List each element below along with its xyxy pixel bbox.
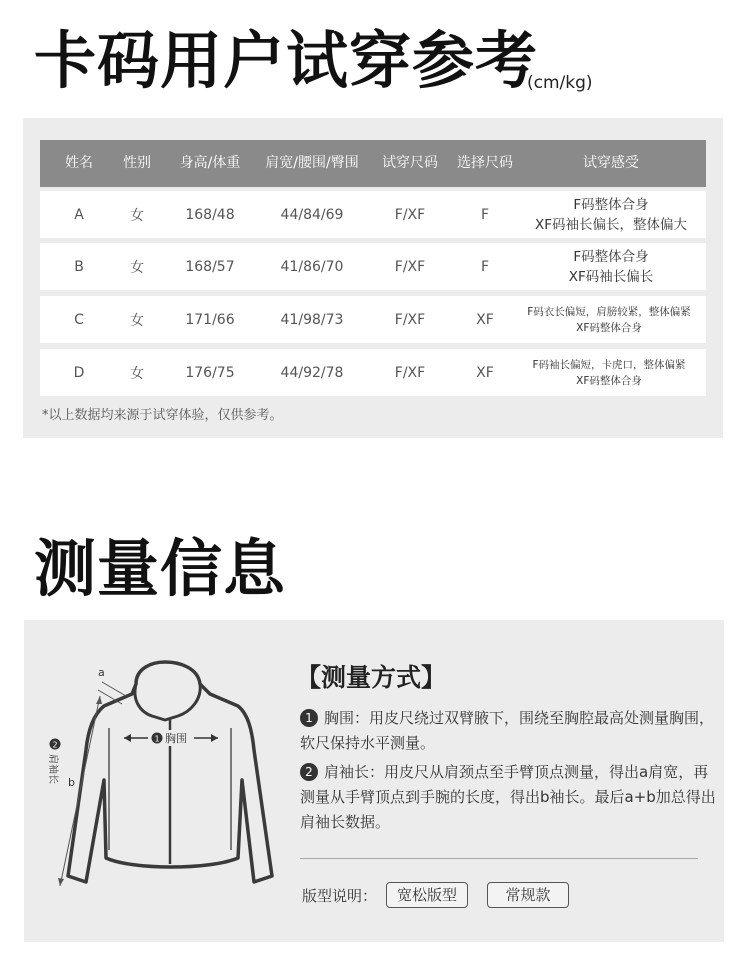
cell-gender: 女 xyxy=(130,312,144,329)
arrow-head-icon xyxy=(124,734,131,742)
feedback-line: F码袖长偏短，卡虎口，整体偏紧 xyxy=(532,358,686,371)
cell-gender: 女 xyxy=(130,207,144,224)
fit-tag: 宽松版型 xyxy=(386,882,468,908)
arrow-head-icon xyxy=(211,734,218,742)
disclaimer-note: *以上数据均来源于试穿体验，仅供参考。 xyxy=(42,408,283,423)
chest-label: 胸围 xyxy=(165,732,187,745)
cell-feedback xyxy=(518,191,704,238)
cell-tried-size: F/XF xyxy=(394,206,426,223)
header-tried-size: 试穿尺码 xyxy=(382,155,438,171)
size-reference-title: 卡码用户试穿参考 xyxy=(34,24,539,97)
table-header xyxy=(40,140,706,187)
cell-chosen-size: XF xyxy=(476,311,494,328)
feedback-line: XF码袖长偏长，整体偏大 xyxy=(534,216,687,233)
table-row xyxy=(40,296,706,343)
header-feedback: 试穿感受 xyxy=(583,155,639,171)
cell-height-weight: 176/75 xyxy=(185,364,235,381)
item-number-badge: 2 xyxy=(300,763,318,781)
cell-tried-size: F/XF xyxy=(394,364,426,381)
cell-height-weight: 168/57 xyxy=(185,258,235,275)
label-a: a xyxy=(98,666,105,679)
cell-feedback xyxy=(512,296,706,343)
cell-tried-size: F/XF xyxy=(394,258,426,275)
cell-tried-size: F/XF xyxy=(394,311,426,328)
cell-feedback xyxy=(518,243,704,290)
cell-gender: 女 xyxy=(130,365,144,382)
chest-num: 1 xyxy=(154,734,160,744)
cell-name: A xyxy=(74,206,84,223)
unit-label: (cm/kg) xyxy=(527,73,593,93)
table-row xyxy=(40,243,706,290)
item-text: 肩袖长：用皮尺从肩颈点至手臂顶点测量，得出a肩宽，再测量从手臂顶点到手腕的长度，得出b袖长。最后a+b加总得出肩袖长数据。 xyxy=(300,763,716,831)
table-row xyxy=(40,349,706,396)
cell-measurements: 44/92/78 xyxy=(280,364,344,381)
sleeve-num: 2 xyxy=(52,740,58,750)
measure-item-chest xyxy=(300,706,720,756)
item-text: 胸围：用皮尺绕过双臂腋下，围绕至胸腔最高处测量胸围，软尺保持水平测量。 xyxy=(300,709,715,752)
cell-measurements: 44/84/69 xyxy=(280,206,344,223)
feedback-line: F码衣长偏短，肩膀较紧，整体偏紧 xyxy=(527,305,691,318)
label-b: b xyxy=(68,776,75,789)
cell-measurements: 41/86/70 xyxy=(280,258,344,275)
item-number-badge: 1 xyxy=(300,709,318,727)
divider xyxy=(300,858,698,859)
cell-measurements: 41/98/73 xyxy=(280,311,344,328)
cell-chosen-size: XF xyxy=(476,364,494,381)
cell-gender: 女 xyxy=(130,259,144,276)
cell-name: D xyxy=(73,364,85,381)
cell-chosen-size: F xyxy=(480,206,490,223)
sleeve-arrow xyxy=(60,696,100,886)
feedback-line: XF码整体合身 xyxy=(576,321,642,334)
cell-height-weight: 168/48 xyxy=(185,206,235,223)
header-chosen-size: 选择尺码 xyxy=(457,155,513,171)
cell-feedback xyxy=(512,349,706,396)
feedback-line: XF码袖长偏长 xyxy=(568,268,654,285)
header-height-weight: 身高/体重 xyxy=(179,155,241,171)
cell-name: C xyxy=(74,311,84,328)
measurement-info-title: 测量信息 xyxy=(34,532,287,605)
arrow-head-icon xyxy=(96,696,102,704)
jacket-diagram xyxy=(40,650,290,900)
cell-chosen-size: F xyxy=(480,258,490,275)
cell-name: B xyxy=(74,258,84,275)
header-name: 姓名 xyxy=(65,155,93,171)
feedback-line: XF码整体合身 xyxy=(576,374,642,387)
sleeve-label: 肩袖长 xyxy=(47,754,58,784)
method-title: 【测量方式】 xyxy=(296,663,447,692)
table-row xyxy=(40,191,706,238)
measure-item-sleeve xyxy=(300,760,720,835)
version-label: 版型说明： xyxy=(302,887,378,905)
header-measurements: 肩宽/腰围/臀围 xyxy=(265,155,359,171)
header-gender: 性别 xyxy=(123,155,151,171)
arrow-head-icon xyxy=(58,878,64,886)
feedback-line: F码整体合身 xyxy=(573,196,649,213)
cell-height-weight: 171/66 xyxy=(185,311,235,328)
style-tag: 常规款 xyxy=(487,882,569,908)
feedback-line: F码整体合身 xyxy=(573,248,649,265)
